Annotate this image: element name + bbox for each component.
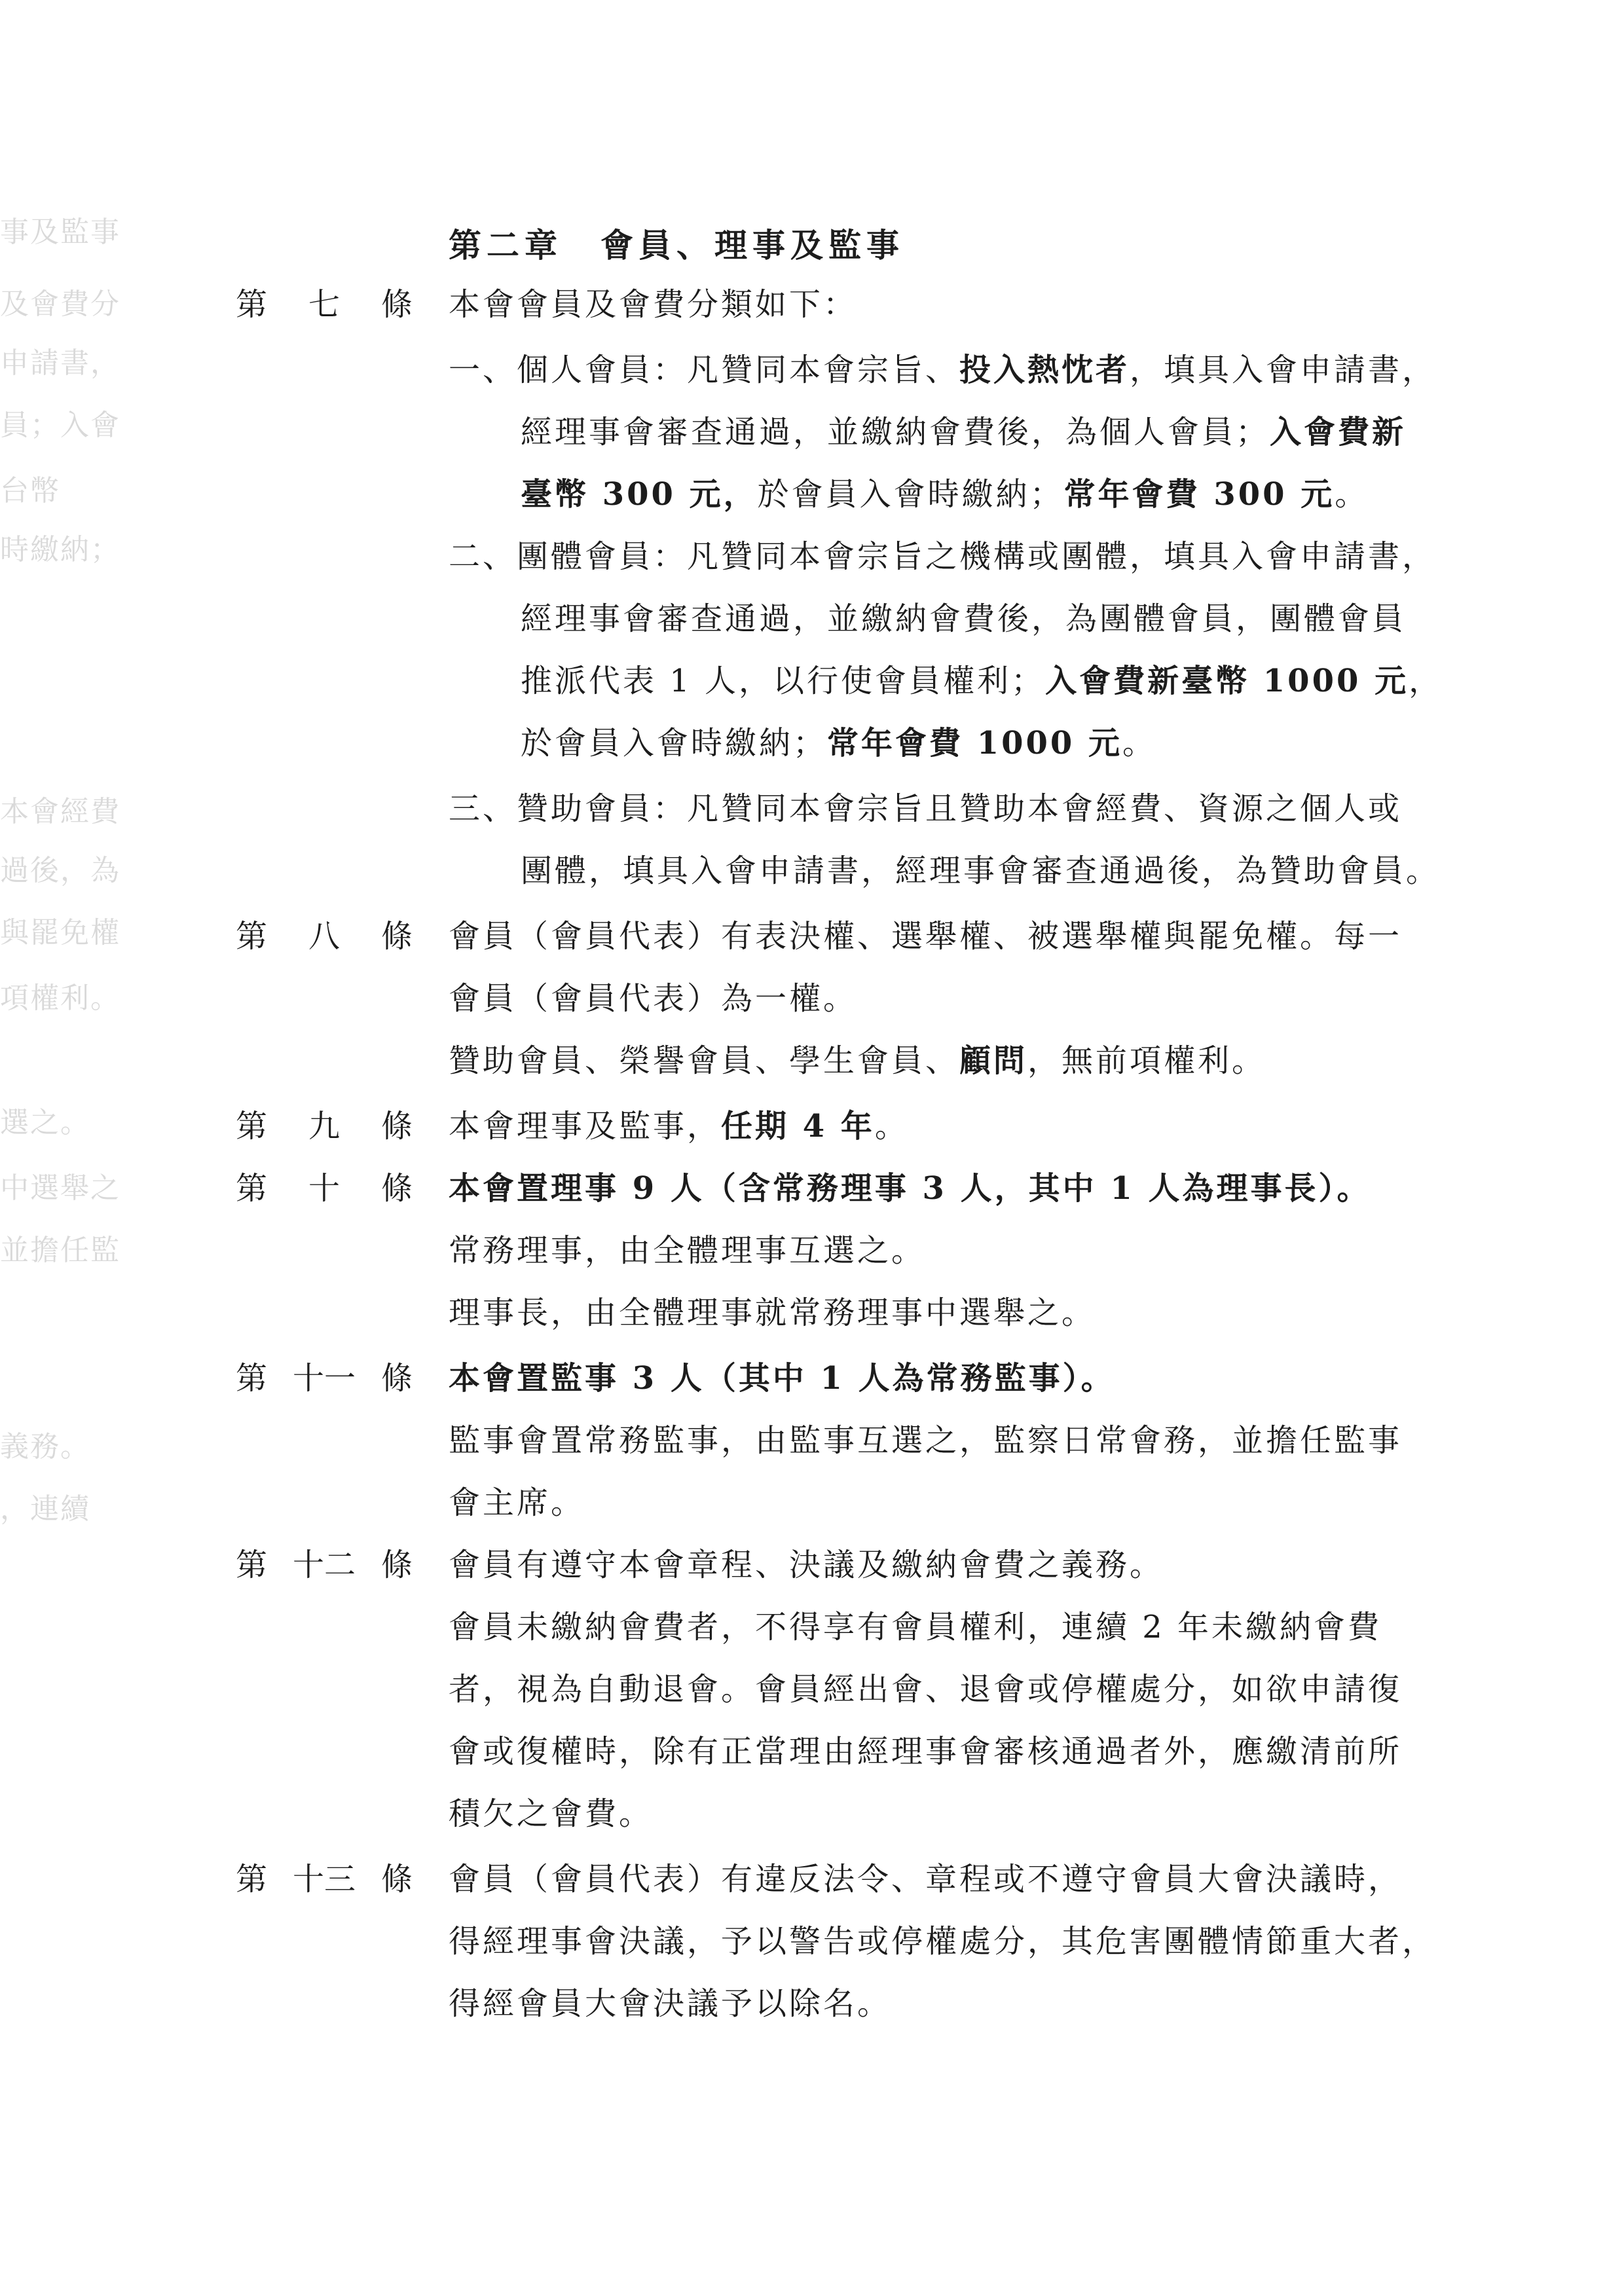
article-label-part: 九	[308, 1108, 340, 1145]
article-text-line	[449, 1922, 1436, 1961]
text-segment: 。	[1335, 476, 1369, 513]
article-text-line	[521, 599, 1406, 638]
text-segment: 會或復權時，除有正當理由經理事會審核通過者外，應繳清前所	[449, 1733, 1403, 1770]
bleed-through-text: ，連續	[0, 1493, 90, 1526]
article-text-line	[449, 1794, 653, 1833]
bleed-through-text: 中選舉之	[0, 1172, 120, 1205]
article-label-part: 第	[236, 918, 268, 955]
text-segment: 會員（會員代表）有表決權、選舉權、被選舉權與罷免權。每一	[449, 918, 1403, 955]
text-segment: 會員有遵守本會章程、決議及繳納會費之義務。	[449, 1547, 1164, 1583]
emphasized-text: 入會費新臺幣 1000 元	[1045, 663, 1409, 699]
article-label-part: 條	[380, 1861, 413, 1898]
article-text-line	[449, 1607, 1382, 1647]
article-label-part: 條	[380, 1170, 413, 1207]
article-text-line	[449, 1359, 1115, 1398]
article-text-line	[449, 979, 857, 1018]
article-label-part: 條	[380, 286, 413, 323]
bleed-through-text: 過後，為	[0, 854, 120, 887]
text-segment: 贊助會員、榮譽會員、學生會員、	[449, 1042, 960, 1079]
article-label-part: 十	[308, 1170, 340, 1207]
bleed-through-text: 並擔任監	[0, 1234, 120, 1267]
text-segment: 會員（會員代表）有違反法令、章程或不遵守會員大會決議時，	[449, 1861, 1403, 1898]
bleed-through-text: 時繳納；	[0, 534, 120, 566]
bleed-through-text: 與罷免權	[0, 917, 120, 949]
article-text-line	[449, 1545, 1164, 1585]
text-segment: 會員（會員代表）為一權。	[449, 980, 858, 1017]
bleed-through-text: 申請書，	[0, 347, 120, 380]
text-segment: 推派代表 1 人，以行使會員權利；	[521, 663, 1046, 699]
article-text-line	[449, 1231, 925, 1270]
article-text-line	[449, 1041, 1266, 1080]
emphasized-text: 任期 4 年	[721, 1108, 875, 1145]
text-segment: 積欠之會費。	[449, 1795, 654, 1832]
article-text-line	[449, 350, 1436, 390]
article-text-line	[449, 1732, 1402, 1771]
article-text-line	[449, 1860, 1402, 1899]
article-text-line	[521, 851, 1440, 890]
text-segment: 監事會置常務監事，由監事互選之，監察日常會務，並擔任監事	[449, 1422, 1403, 1459]
text-segment: 二、團體會員：凡贊同本會宗旨之機構或團體，填具入會申請書，	[449, 538, 1437, 575]
text-segment: 理事長，由全體理事就常務理事中選舉之。	[449, 1294, 1096, 1331]
article-label	[236, 285, 413, 324]
article-text-line	[449, 917, 1402, 956]
bleed-through-text: 台幣	[0, 475, 60, 507]
emphasized-text: 臺幣 300 元，	[521, 476, 758, 513]
text-segment: 本會理事及監事，	[449, 1108, 722, 1145]
article-label	[236, 1169, 413, 1208]
article-label-part: 第	[236, 1108, 268, 1145]
article-text-line	[449, 1483, 585, 1522]
text-segment: ，無前項權利。	[1027, 1042, 1266, 1079]
text-segment: 團體，填具入會申請書，經理事會審查通過後，為贊助會員。	[521, 853, 1441, 889]
article-text-line	[449, 1984, 891, 2023]
article-label-part: 第	[236, 1861, 268, 1898]
article-text-line	[449, 537, 1436, 576]
text-segment: 會員未繳納會費者，不得享有會員權利，連續 2 年未繳納會費	[449, 1609, 1382, 1645]
article-text-line	[449, 789, 1402, 828]
bleed-through-text: 事及監事	[0, 216, 120, 249]
bleed-through-text: 本會經費	[0, 796, 120, 828]
text-segment: ，填具入會申請書，	[1130, 352, 1437, 388]
article-label-part: 第	[236, 1170, 268, 1207]
article-text-line	[521, 661, 1443, 701]
text-segment: 。	[874, 1108, 909, 1145]
text-segment: 於會員入會時繳納；	[757, 476, 1064, 513]
emphasized-text: 常年會費 300 元	[1063, 476, 1335, 513]
article-label-part: 第	[236, 1360, 268, 1397]
text-segment: 三、贊助會員：凡贊同本會宗旨且贊助本會經費、資源之個人或	[449, 790, 1403, 827]
emphasized-text: 投入熱忱者	[959, 352, 1130, 388]
text-segment: 經理事會審查通過，並繳納會費後，為個人會員；	[521, 414, 1270, 450]
text-segment: 一、個人會員：凡贊同本會宗旨、	[449, 352, 960, 388]
article-label-part: 十三	[292, 1861, 356, 1898]
text-segment: 得經會員大會決議予以除名。	[449, 1985, 892, 2022]
article-label-part: 條	[380, 1360, 413, 1397]
article-text-line	[521, 475, 1369, 514]
text-segment: 常務理事，由全體理事互選之。	[449, 1232, 926, 1269]
article-label	[236, 1545, 413, 1585]
article-label	[236, 1359, 413, 1398]
article-label-part: 第	[236, 1547, 268, 1583]
article-text-line	[449, 1670, 1402, 1709]
article-label-part: 條	[380, 1108, 413, 1145]
article-text-line	[449, 1421, 1402, 1460]
article-text-line	[449, 285, 857, 324]
article-label-part: 條	[380, 918, 413, 955]
text-segment: 經理事會審查通過，並繳納會費後，為團體會員，團體會員	[521, 600, 1407, 637]
article-label-part: 十一	[292, 1360, 356, 1397]
article-label-part: 十二	[292, 1547, 356, 1583]
bleed-through-text: 項權利。	[0, 982, 120, 1015]
emphasized-text: 顧問	[959, 1042, 1028, 1079]
text-segment: ，	[1409, 663, 1443, 699]
emphasized-text: 本會置監事 3 人（其中 1 人為常務監事）。	[449, 1360, 1115, 1397]
article-label-part: 條	[380, 1547, 413, 1583]
bleed-through-text: 及會費分	[0, 288, 120, 321]
bleed-through-text: 選之。	[0, 1107, 90, 1139]
article-label-part: 八	[308, 918, 340, 955]
text-segment: 於會員入會時繳納；	[521, 725, 828, 762]
chapter-title: 第二章 會員、理事及監事	[449, 226, 904, 265]
text-segment: 者，視為自動退會。會員經出會、退會或停權處分，如欲申請復	[449, 1671, 1403, 1708]
bleed-through-text: 員；入會	[0, 409, 120, 442]
article-label-part: 第	[236, 286, 268, 323]
text-segment: 本會會員及會費分類如下：	[449, 286, 858, 323]
text-segment: 得經理事會決議，予以警告或停權處分，其危害團體情節重大者，	[449, 1923, 1437, 1960]
article-label	[236, 1860, 413, 1899]
article-text-line	[521, 724, 1156, 763]
article-text-line	[449, 1169, 1371, 1208]
article-label	[236, 1107, 413, 1146]
bleed-through-text: 義務。	[0, 1431, 90, 1463]
emphasized-text: 本會置理事 9 人（含常務理事 3 人，其中 1 人為理事長）。	[449, 1170, 1371, 1207]
article-label-part: 七	[308, 286, 340, 323]
article-text-line	[449, 1293, 1096, 1332]
emphasized-text: 入會費新	[1270, 414, 1407, 450]
article-label	[236, 917, 413, 956]
text-segment: 會主席。	[449, 1484, 585, 1521]
article-text-line	[521, 413, 1406, 452]
article-text-line	[449, 1107, 909, 1146]
emphasized-text: 常年會費 1000 元	[827, 725, 1123, 762]
text-segment: 。	[1122, 725, 1157, 762]
